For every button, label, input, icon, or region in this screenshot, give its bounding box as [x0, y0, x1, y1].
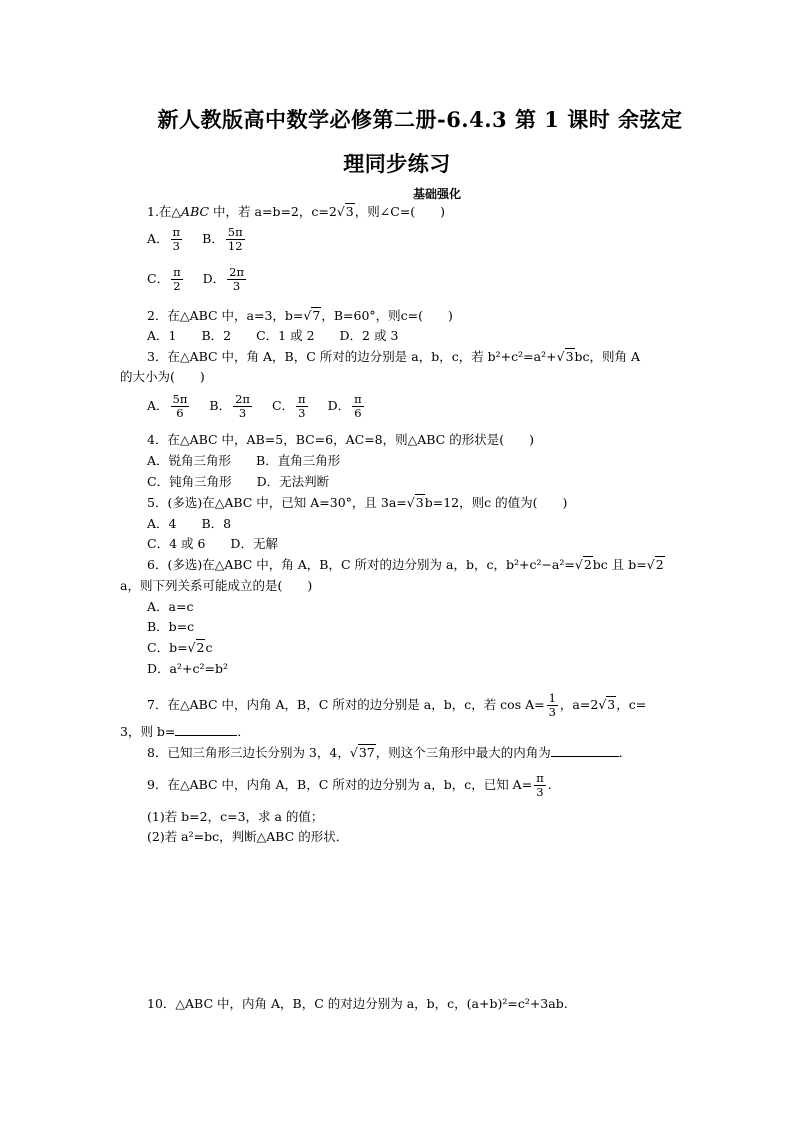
q1-c-num: π: [173, 265, 181, 279]
q6-c-text: C．b=: [147, 640, 188, 655]
q6-c-sqrt: 2: [196, 640, 205, 655]
sqrt-symbol: √: [406, 495, 415, 510]
q2-sqrt: 7: [312, 308, 321, 323]
q7-frac: [547, 692, 558, 719]
q9-num: π: [536, 771, 544, 785]
sqrt-symbol: √: [556, 349, 565, 364]
q3-option-a: A．: [147, 398, 169, 413]
q3-d-num: π: [354, 392, 362, 406]
q7-num: 1: [548, 691, 556, 705]
q3-frac-a: [171, 393, 190, 420]
question-7-stem: [147, 692, 646, 719]
sqrt-symbol: √: [336, 204, 345, 219]
question-1-options-cd: [147, 266, 248, 293]
document-title-line1: 新人教版高中数学必修第二册-6.4.3 第 1 课时 余弦定: [157, 107, 683, 132]
q7-sqrt: 3: [607, 697, 616, 712]
sqrt-symbol: √: [574, 557, 583, 572]
q1-mid: 中，若: [209, 204, 255, 219]
q1-option-c: C．: [147, 271, 170, 286]
question-8-stem: [147, 744, 631, 761]
question-6-option-b: B．b=c: [147, 619, 195, 634]
q3-b-num: 2π: [235, 392, 250, 406]
sqrt-symbol: √: [187, 640, 196, 655]
q5-sqrt: 3: [415, 495, 424, 510]
q1-b-den: 12: [227, 239, 243, 253]
q1-option-d: D．: [202, 271, 226, 286]
q8-answer-blank[interactable]: [551, 744, 619, 757]
q3-stem-b: bc，则角 A: [574, 349, 641, 364]
q7-line2-text: 3，则 b=: [120, 724, 176, 739]
q1-frac-c: [171, 266, 183, 293]
q2-stem-b: ，B=60°，则c=( ): [321, 308, 453, 323]
q1-d-num: 2π: [229, 265, 245, 279]
q3-sqrt: 3: [565, 349, 574, 364]
question-3-stem: [147, 349, 640, 365]
document-title-line2: 理同步练习: [343, 151, 451, 176]
q3-frac-d: [352, 393, 364, 420]
q3-frac-b: [233, 393, 252, 420]
q1-end: ，则∠C=( ): [354, 204, 445, 219]
q7-stem-c: ，c=: [616, 697, 647, 712]
sqrt-symbol: √: [349, 745, 358, 760]
question-2-options: A．1 B．2 C．1 或 2 D．2 或 3: [147, 328, 399, 343]
q3-b-den: 3: [238, 406, 247, 420]
q7-stem-b: ，a=2: [559, 697, 599, 712]
q9-den: 3: [536, 785, 544, 799]
q1-d-den: 3: [232, 279, 241, 293]
q6-c-end: c: [205, 640, 213, 655]
q1-sqrt: 3: [345, 204, 354, 219]
q8-end: ．: [618, 745, 632, 760]
question-4-stem: 4．在△ABC 中，AB=5，BC=6，AC=8，则△ABC 的形状是( ): [147, 432, 534, 447]
q3-option-d: D．: [327, 398, 351, 413]
q1-frac-d: [227, 266, 246, 293]
q1-condition: a=b=2，c=2: [254, 204, 337, 219]
q8-stem-a: 8．已知三角形三边长分别为 3，4，: [147, 745, 350, 760]
q9-stem-a: 9．在△ABC 中，内角 A，B，C 所对的边分别为 a，b，c，已知 A=: [147, 777, 533, 792]
question-4-options-ab: A．锐角三角形 B．直角三角形: [147, 453, 341, 468]
q3-a-den: 6: [176, 406, 184, 420]
q3-stem-a: 3．在△ABC 中，角 A，B，C 所对的边分别是 a，b，c，若 b²+c²=a²+: [147, 349, 557, 364]
q3-c-num: π: [298, 392, 306, 406]
question-6-stem-cont: a，则下列关系可能成立的是( ): [120, 578, 313, 593]
q3-option-c: C．: [271, 398, 295, 413]
q1-a-den: 3: [172, 239, 180, 253]
question-2-stem: [147, 308, 453, 324]
question-3-options: [147, 393, 366, 420]
question-5-stem: [147, 495, 567, 511]
q3-a-num: 5π: [172, 392, 188, 406]
q7-den: 3: [548, 705, 556, 719]
q6-sqrt-1: 2: [583, 557, 592, 572]
q1-frac-b: [226, 226, 245, 253]
section-heading: 基础强化: [412, 187, 461, 201]
question-9-part-2: (2)若 a²=bc，判断△ABC 的形状．: [147, 829, 349, 844]
q1-a-num: π: [172, 225, 181, 239]
q7-answer-blank[interactable]: [175, 723, 237, 736]
question-6-option-c: [147, 640, 212, 656]
question-3-stem-cont: 的大小为( ): [120, 369, 205, 384]
q3-option-b: B．: [209, 398, 232, 413]
question-1-options-ab: [147, 226, 247, 253]
question-5-options-ab: A．4 B．8: [147, 516, 232, 531]
q6-sqrt-2: 2: [655, 557, 664, 572]
question-6-stem: [147, 557, 665, 573]
q2-stem-a: 2．在△ABC 中，a=3，b=: [147, 308, 304, 323]
q1-c-den: 2: [173, 279, 181, 293]
q1-b-num: 5π: [227, 225, 243, 239]
question-9-part-1: (1)若 b=2，c=3，求 a 的值；: [147, 809, 324, 824]
q5-stem-b: b=12，则c 的值为( ): [424, 495, 568, 510]
q6-stem-a: 6．(多选)在△ABC 中，角 A，B，C 所对的边分别为 a，b，c，b²+c²−a²=: [147, 557, 575, 572]
q7-line2-end: ．: [237, 724, 250, 739]
q8-sqrt: 37: [358, 745, 375, 760]
q1-frac-a: [171, 226, 183, 253]
q1-prefix: 1.在△: [147, 204, 182, 219]
question-5-options-cd: C．4 或 6 D．无解: [147, 536, 278, 551]
q3-frac-c: [296, 393, 308, 420]
question-1-stem: [147, 204, 445, 220]
sqrt-symbol: √: [646, 557, 655, 572]
q3-d-den: 6: [354, 406, 362, 420]
question-6-option-a: A．a=c: [147, 599, 194, 614]
q8-stem-b: ，则这个三角形中最大的内角为: [375, 745, 551, 760]
q1-abc: ABC: [181, 204, 210, 219]
question-9-stem: [147, 772, 552, 799]
question-4-options-cd: C．钝角三角形 D．无法判断: [147, 474, 330, 489]
q5-stem-a: 5．(多选)在△ABC 中，已知 A=30°，且 3a=: [147, 495, 407, 510]
question-7-line2: [120, 723, 250, 740]
q9-end: .: [547, 777, 552, 792]
sqrt-symbol: √: [598, 697, 607, 712]
q1-option-a: A．: [147, 231, 169, 246]
q3-c-den: 3: [298, 406, 306, 420]
q1-option-b: B．: [202, 231, 224, 246]
sqrt-symbol: √: [303, 308, 312, 323]
question-10-stem: 10．△ABC 中，内角 A，B，C 的对边分别为 a，b，c，(a+b)²=c²+3ab.: [147, 996, 568, 1011]
q9-frac: [534, 772, 546, 799]
q6-stem-b: bc 且 b=: [592, 557, 647, 572]
q7-stem-a: 7．在△ABC 中，内角 A，B，C 所对的边分别是 a，b，c，若 cos A=: [147, 697, 545, 712]
question-6-option-d: D．a²+c²=b²: [147, 661, 228, 676]
